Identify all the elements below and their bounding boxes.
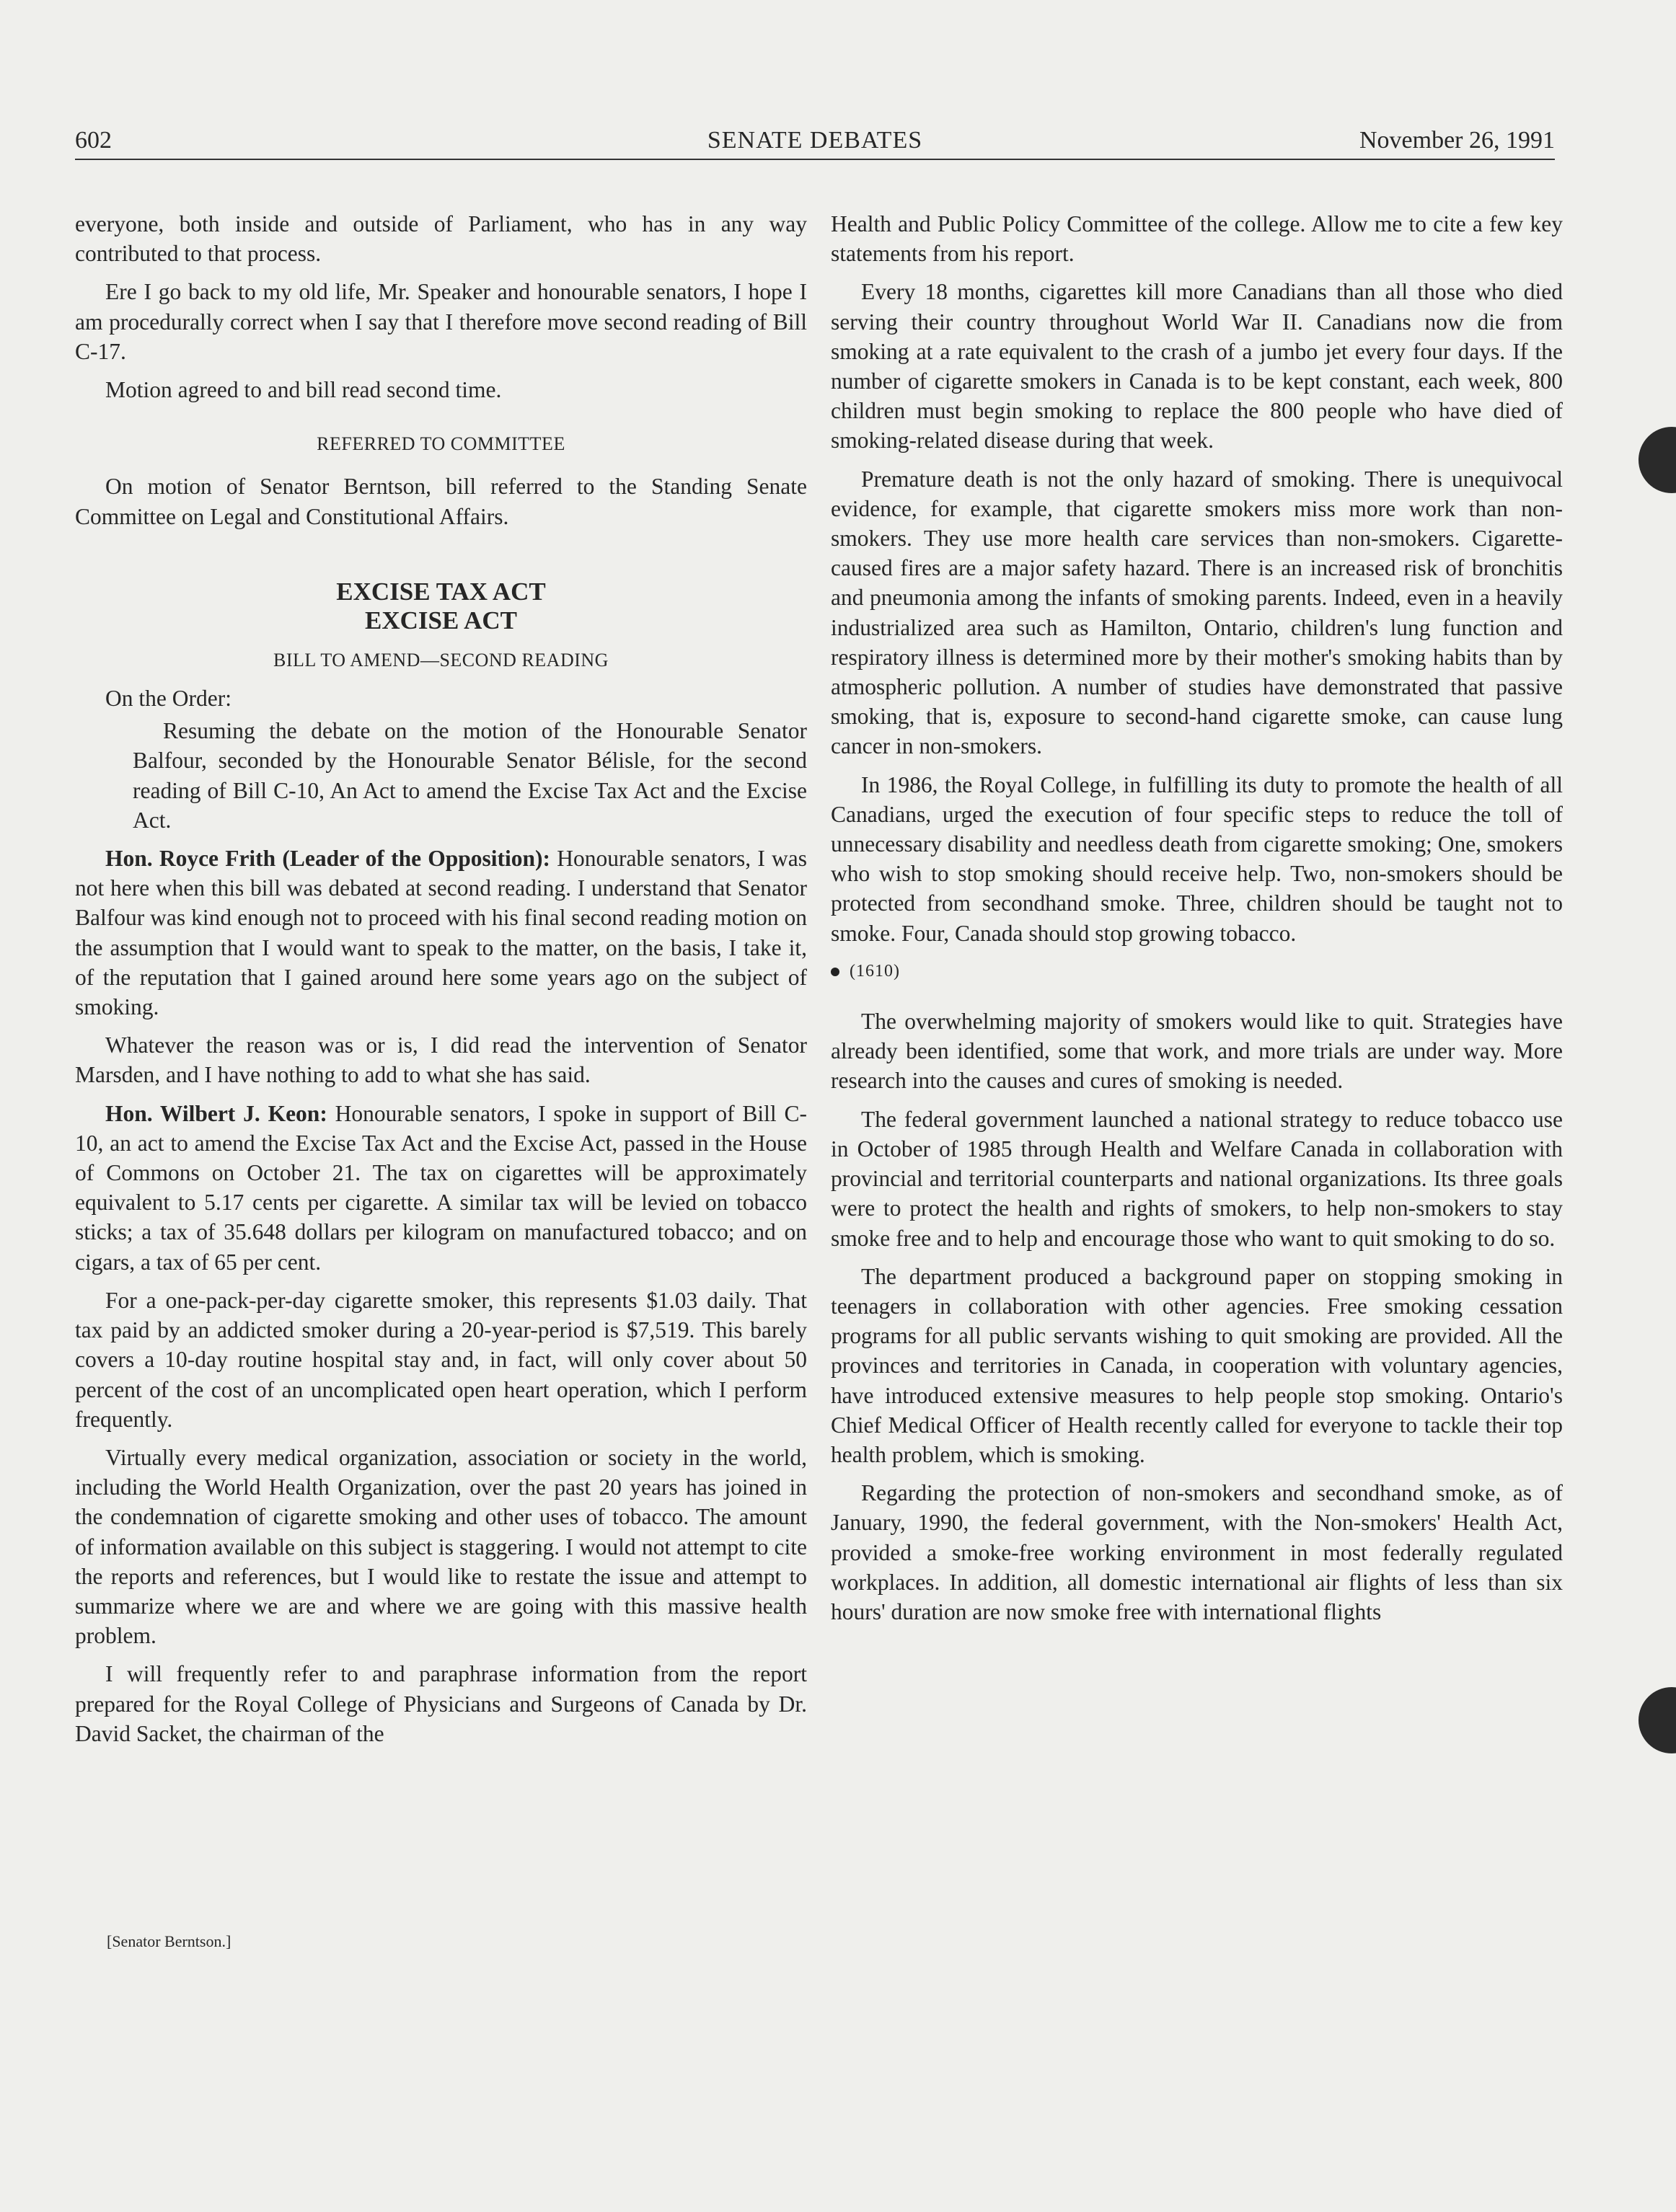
time-marker <box>831 957 1563 986</box>
paragraph: Ere I go back to my old life, Mr. Speaker and honourable senators, I hope I am procedurally correct when I say that I therefore move second reading of Bill C-17. <box>75 279 807 364</box>
paragraph: The federal government launched a national strategy to reduce tobacco use in October of 1985 through Health and Welfare Canada in collaboration with provincial and territorial counterparts and national organizations. Its three goals were to protect the health and rights of smokers, to help non-smokers to stay smoke free and to help and encourage those who want to quit smoking to do so. <box>831 1106 1563 1251</box>
publication-title: SENATE DEBATES <box>707 127 923 154</box>
section-heading: EXCISE ACT <box>364 606 518 634</box>
speech-text: Honourable senators, I was not here when this bill was debated at second reading. I understand that Senator Balfour was kind enough not to proceed with his final second reading motion on the assumption that I would want to speak to the matter, on the basis, I take it, of the reputation that I gained around here some years ago on the subject of smoking. <box>75 846 807 1020</box>
speech-text: Honourable senators, I spoke in support of Bill C-10, an act to amend the Excise Tax Act and the Excise Act, passed in the House of Commons on October 21. The tax on cigarettes will be approximately equivalent to 5.17 cents per cigarette. A similar tax will be levied on tobacco sticks; a tax of 35.648 dollars per kilogram on manufactured tobacco; and on cigars, a tax of 65 per cent. <box>75 1100 807 1275</box>
paragraph: Whatever the reason was or is, I did read the intervention of Senator Marsden, and I have nothing to add to what she has said. <box>75 1032 807 1088</box>
paragraph: Premature death is not the only hazard of smoking. There is unequivocal evidence, for example, that cigarette smokers miss more work than non-smokers. They use more health care services than non-smokers. Cigarette-caused fires are a major safety hazard. There is an increased risk of bronchitis and pneumonia among the infants of smoking parents. Indeed, even in a heavily industrialized area such as Hamilton, Ontario, children's lung function and respiratory illness is determined more by their mother's smoking habits than by atmospheric pollution. A number of studies have demonstrated that passive smoking, that is, exposure to second-hand cigarette smoke, can cause lung cancer in non-smokers. <box>831 466 1563 759</box>
paragraph: Every 18 months, cigarettes kill more Canadians than all those who died serving their country throughout World War II. Canadians now die from smoking at a rate equivalent to the crash of a jumbo jet every four days. If the number of cigarette smokers in Canada is to be kept constant, each week, 800 children must begin smoking to replace the 800 people who have died of smoking-related disease during that week. <box>831 279 1563 454</box>
speaker-name: Hon. Royce Frith (Leader of the Opposition): <box>105 846 551 872</box>
paragraph: I will frequently refer to and paraphrase information from the report prepared for the Royal College of Physicians and Surgeons of Canada by Dr. David Sacket, the chairman of the <box>75 1661 807 1746</box>
order-text <box>75 716 807 835</box>
section-heading: EXCISE TAX ACT <box>336 577 546 606</box>
speech-paragraph <box>75 844 807 1022</box>
paragraph: everyone, both inside and outside of Parliament, who has in any way contributed to that process. <box>75 211 807 267</box>
paragraph: Regarding the protection of non-smokers and secondhand smoke, as of January, 1990, the federal government, with the Non-smokers' Health Act, provided a smoke-free working environment in most federally regulated workplaces. In addition, all domestic international air flights of less than six hours' duration are now smoke free with international flights <box>831 1480 1563 1624</box>
paragraph: In 1986, the Royal College, in fulfilling its duty to promote the health of all Canadians, urged the execution of four specific steps to reduce the toll of unnecessary disability and needless death from cigarette smoking; One, smokers who wish to stop smoking should receive help. Two, non-smokers should be protected from secondhand smoke. Three, children should be taught not to smoke. Four, Canada should stop growing tobacco. <box>831 771 1563 946</box>
paragraph: Virtually every medical organization, association or society in the world, including the World Health Organization, over the past 20 years has joined in the condemnation of cigarette smoking and other uses of tobacco. The amount of information available on this subject is staggering. I would not attempt to cite the reports and references, but I would like to restate the issue and attempt to summarize where we are and where we are going with this massive health problem. <box>75 1444 807 1649</box>
section-subheading: BILL TO AMEND—SECOND READING <box>273 649 609 671</box>
footnote: [Senator Berntson.] <box>107 1932 231 1950</box>
paragraph: Health and Public Policy Committee of the college. Allow me to cite a few key statements from his report. <box>831 211 1563 267</box>
paragraph: The department produced a background paper on stopping smoking in teenagers in collaboration with other agencies. Free smoking cessation programs for all public servants wishing to quit smoking are provided. All the provinces and territories in Canada, in cooperation with voluntary agencies, have introduced extensive measures to help people stop smoking. Ontario's Chief Medical Officer of Health recently called for everyone to tackle their top health problem, which is smoking. <box>831 1263 1563 1467</box>
running-header <box>75 121 1555 160</box>
page-number: 602 <box>75 127 112 154</box>
paragraph: On motion of Senator Berntson, bill referred to the Standing Senate Committee on Legal and Constitutional Affairs. <box>75 474 807 529</box>
paragraph: Motion agreed to and bill read second time. <box>105 377 502 403</box>
speaker-name: Hon. Wilbert J. Keon: <box>105 1100 327 1126</box>
left-column <box>75 209 807 1757</box>
bullet-icon <box>831 968 839 976</box>
paragraph: For a one-pack-per-day cigarette smoker, this represents $1.03 daily. That tax paid by an addicted smoker during a 20-year-period is $7,519. This barely covers a 10-day routine hospital stay and, in fact, will only cover about 50 percent of the cost of an uncomplicated open heart operation, which I perform frequently. <box>75 1287 807 1432</box>
publication-date: November 26, 1991 <box>1359 127 1555 154</box>
binder-hole-icon <box>1638 427 1676 493</box>
section-subheading: REFERRED TO COMMITTEE <box>317 433 565 455</box>
order-text-body: Resuming the debate on the motion of the Honourable Senator Balfour, seconded by the Honourable Senator Bélisle, for the second reading of Bill C-10, An Act to amend the Excise Tax Act and the Excise Act. <box>133 718 807 833</box>
time-marker-text: (1610) <box>850 961 900 981</box>
paragraph: The overwhelming majority of smokers would like to quit. Strategies have already been identified, some that work, and more trials are under way. More research into the causes and cures of smoking is needed. <box>831 1009 1563 1094</box>
binder-hole-icon <box>1638 1687 1676 1753</box>
right-column <box>831 209 1563 1635</box>
order-label: On the Order: <box>105 686 231 712</box>
speech-paragraph <box>75 1099 807 1277</box>
